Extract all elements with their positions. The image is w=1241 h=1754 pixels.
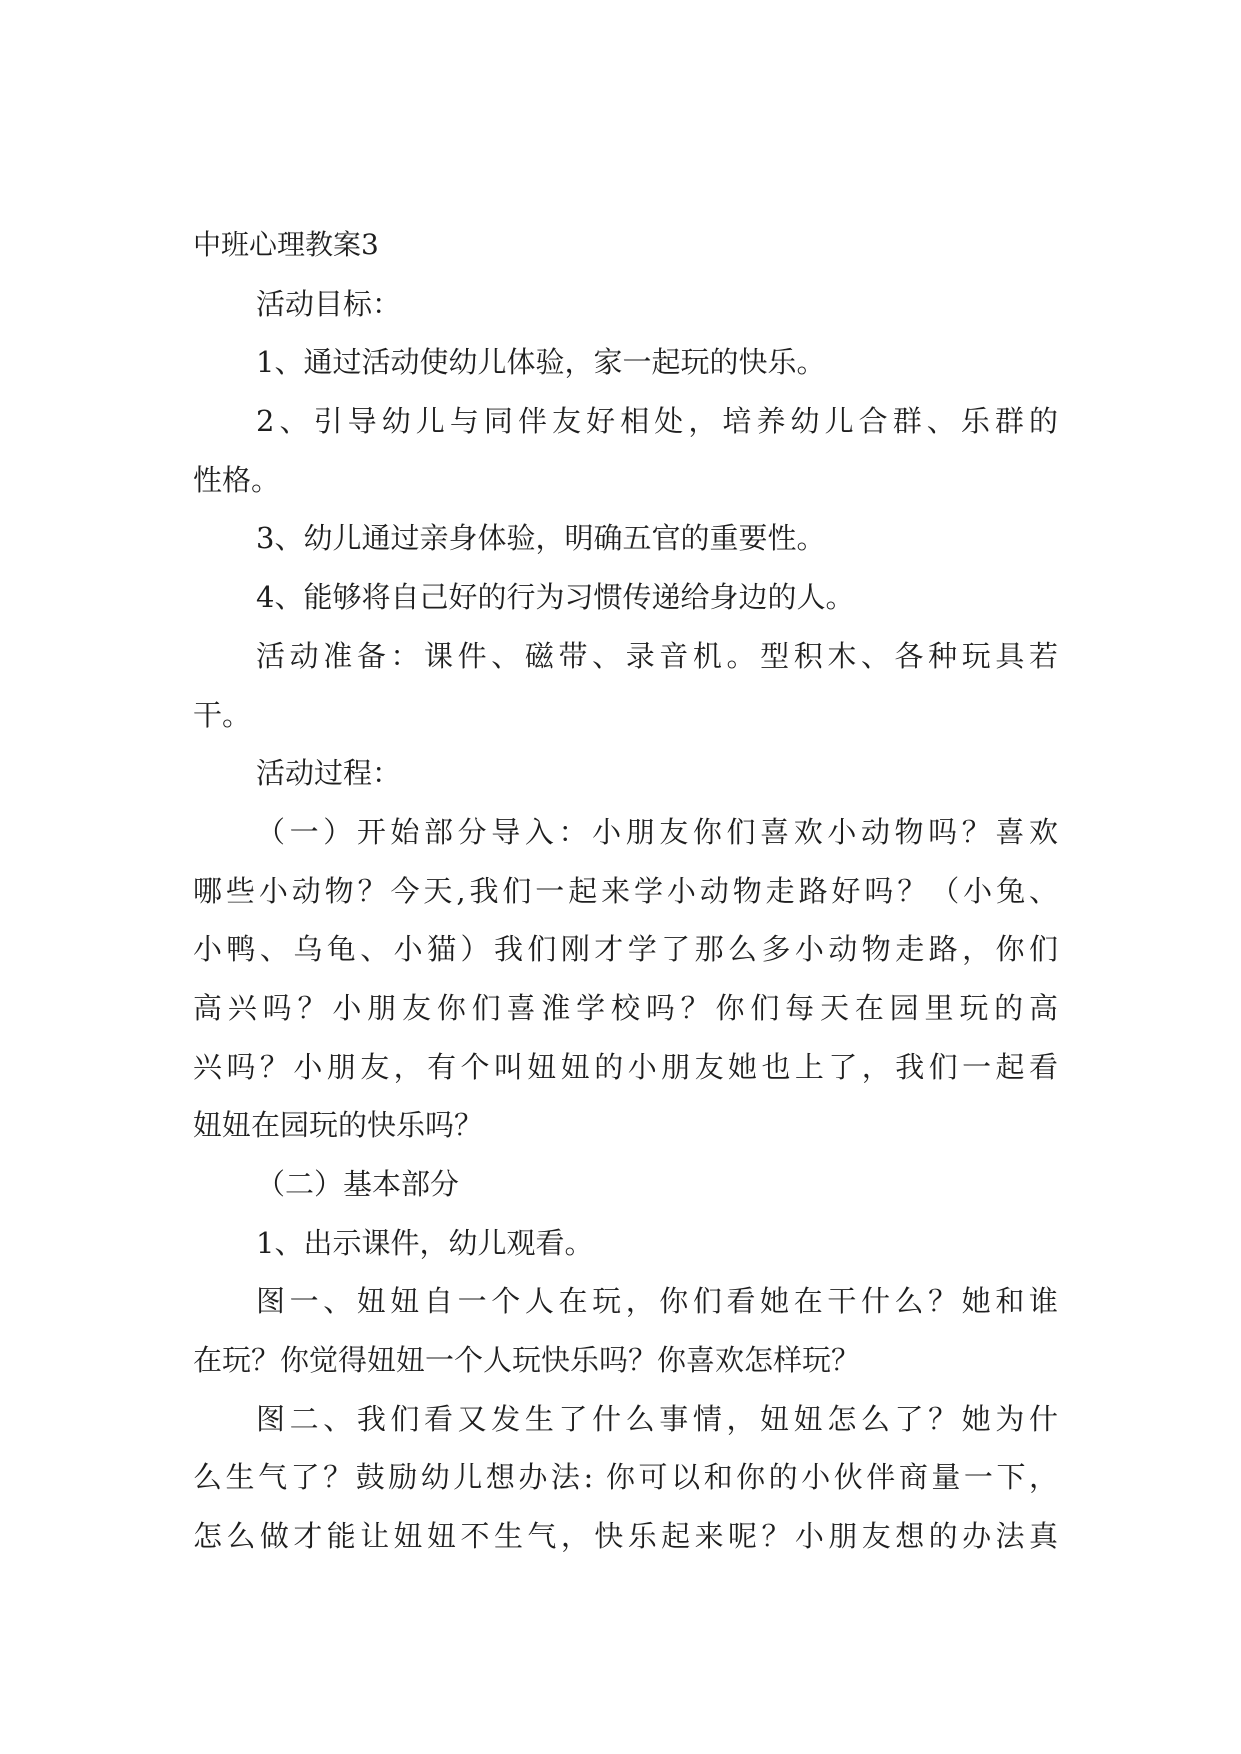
document-title: 中班心理教案3 [193, 228, 379, 261]
paragraph-goal-4 [193, 568, 1058, 627]
paragraph-line: 2、引导幼儿与同伴友好相处，培养幼儿合群、乐群的 [256, 404, 1058, 439]
section-heading-goals [193, 275, 1058, 334]
paragraph-line: 高兴吗？小朋友你们喜淮学校吗？你们每天在园里玩的高 [193, 990, 1058, 1025]
paragraph-line: 妞妞在园玩的快乐吗？ [193, 1108, 484, 1143]
paragraph-line: 干。 [193, 697, 252, 732]
paragraph-part-one [193, 803, 1058, 1155]
paragraph-line: 性格。 [193, 462, 281, 497]
paragraph-line: 活动准备：课件、磁带、录音机。型积木、各种玩具若 [256, 638, 1058, 673]
section-heading-part-two [193, 1155, 1058, 1214]
paragraph-line: 活动目标： [256, 286, 402, 321]
paragraph-line: （一）开始部分导入：小朋友你们喜欢小动物吗？喜欢 [256, 814, 1058, 849]
paragraph-line: 么生气了？鼓励幼儿想办法: 你可以和你的小伙伴商量一下， [193, 1460, 1058, 1495]
paragraph-line: 1、通过活动使幼儿体验，家一起玩的快乐。 [256, 345, 826, 380]
paragraph-preparation [193, 627, 1058, 744]
paragraph-goal-3 [193, 509, 1058, 568]
paragraph-picture-one [193, 1272, 1058, 1389]
section-heading-process [193, 744, 1058, 803]
paragraph-line: 图二、我们看又发生了什么事情，妞妞怎么了？她为什 [256, 1401, 1058, 1436]
paragraph-line: 3、幼儿通过亲身体验，明确五官的重要性。 [256, 521, 826, 556]
paragraph-line: 哪些小动物？今天,我们一起来学小动物走路好吗？（小兔、 [193, 873, 1058, 908]
paragraph-line: 活动过程： [256, 756, 402, 791]
paragraph-line: 怎么做才能让妞妞不生气，快乐起来呢？小朋友想的办法真 [193, 1519, 1058, 1554]
paragraph-line: 小鸭、乌龟、小猫）我们刚才学了那么多小动物走路，你们 [193, 932, 1058, 967]
document-body [193, 216, 1058, 1566]
paragraph-line: 在玩？你觉得妞妞一个人玩快乐吗？你喜欢怎样玩？ [193, 1343, 861, 1378]
paragraph-line: 1、出示课件，幼儿观看。 [256, 1225, 594, 1260]
paragraph-line: 图一、妞妞自一个人在玩，你们看她在干什么？她和谁 [256, 1284, 1058, 1319]
paragraph-goal-1 [193, 333, 1058, 392]
paragraph-line: （二）基本部分 [256, 1167, 460, 1201]
paragraph-goal-2 [193, 392, 1058, 509]
paragraph-picture-two [193, 1390, 1058, 1566]
paragraph-line: 兴吗？小朋友，有个叫妞妞的小朋友她也上了，我们一起看 [193, 1049, 1058, 1084]
paragraph-step-1 [193, 1214, 1058, 1273]
paragraph-line: 4、能够将自己好的行为习惯传递给身边的人。 [256, 580, 855, 615]
